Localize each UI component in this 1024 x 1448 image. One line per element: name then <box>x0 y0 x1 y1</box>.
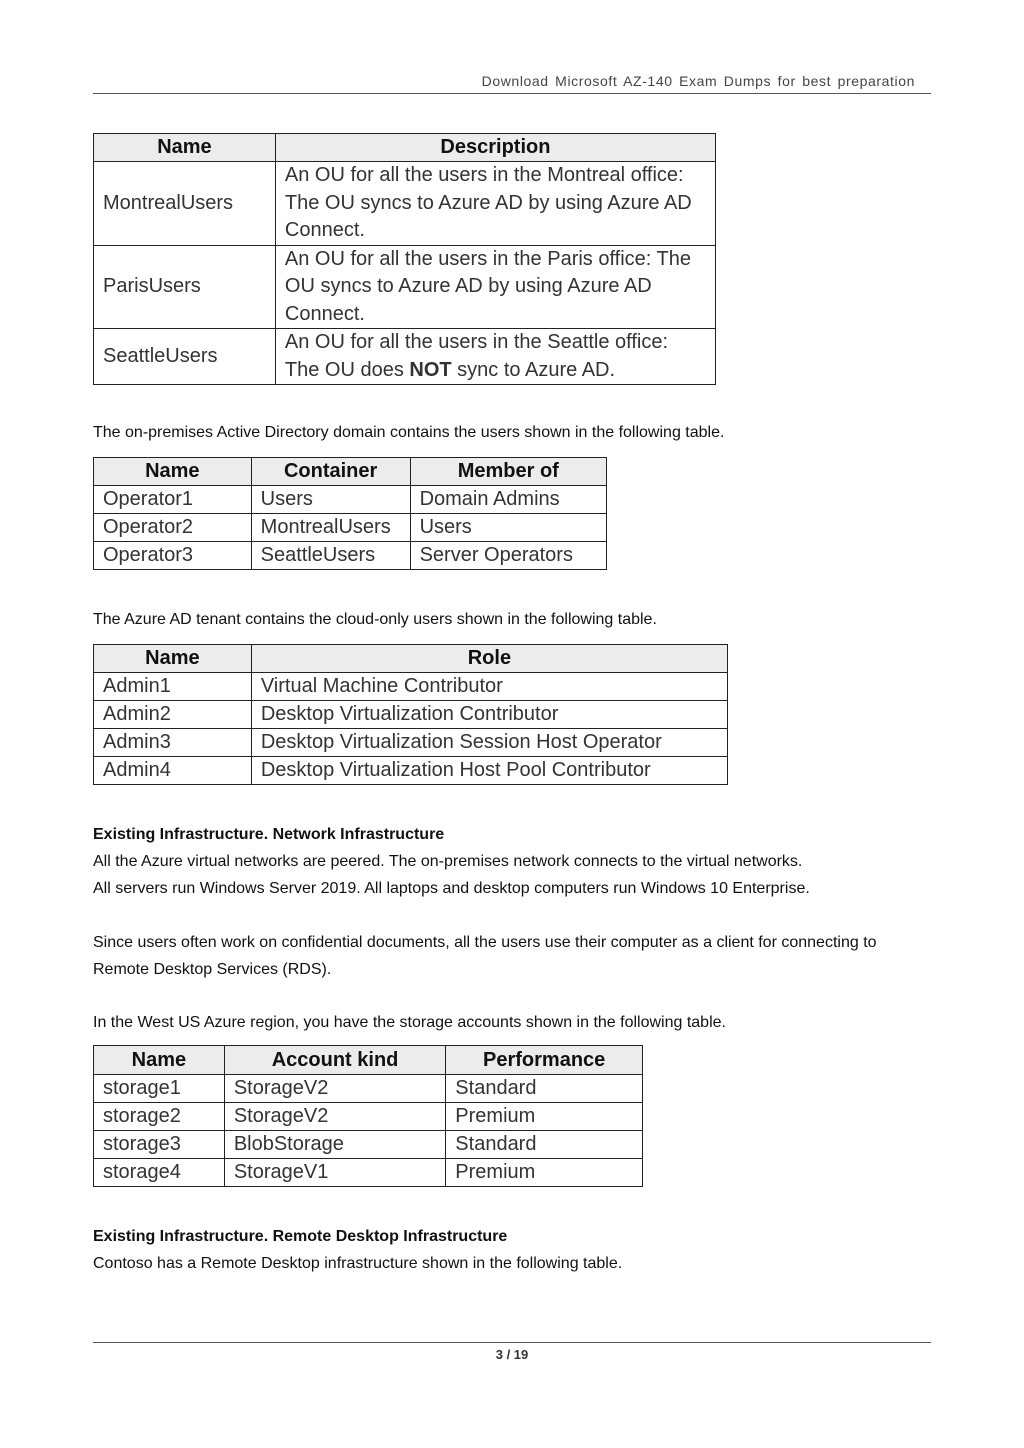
storage-intro: In the West US Azure region, you have the storage accounts shown in the following table. <box>93 1014 726 1031</box>
table-cell: Standard <box>446 1131 643 1159</box>
table-row <box>94 673 728 701</box>
table-cell: Premium <box>446 1159 643 1187</box>
column-header: Name <box>94 134 276 162</box>
rds-paragraph: Since users often work on confidential documents, all the users use their computer as a client for connecting to Remote Desktop Services (RDS). <box>93 934 877 978</box>
table-cell: StorageV1 <box>224 1159 445 1187</box>
table-cell: Admin1 <box>94 673 252 701</box>
storage-accounts-table <box>93 1045 643 1187</box>
table-cell: storage2 <box>94 1103 225 1131</box>
table-row <box>94 542 607 570</box>
column-header: Name <box>94 1046 225 1075</box>
ou-name-cell: MontrealUsers <box>94 162 276 246</box>
column-header: Container <box>251 458 410 486</box>
column-header: Role <box>251 645 727 673</box>
table-row <box>94 245 716 329</box>
table-row <box>94 329 716 385</box>
column-header: Performance <box>446 1046 643 1075</box>
network-heading: Existing Infrastructure. Network Infrastructure <box>93 826 445 843</box>
table-cell: Domain Admins <box>410 486 606 514</box>
column-header: Name <box>94 645 252 673</box>
table-cell: Admin4 <box>94 757 252 785</box>
table-cell: Users <box>251 486 410 514</box>
table-cell: Desktop Virtualization Session Host Operator <box>251 729 727 757</box>
ou-description-cell: An OU for all the users in the Montreal office: The OU syncs to Azure AD by using Azure AD Connect. <box>275 162 715 246</box>
column-header: Member of <box>410 458 606 486</box>
table-cell: Server Operators <box>410 542 606 570</box>
onprem-intro: The on-premises Active Directory domain contains the users shown in the following table. <box>93 424 725 441</box>
table-cell: storage4 <box>94 1159 225 1187</box>
onprem-users-table <box>93 457 607 570</box>
table-row <box>94 757 728 785</box>
table-cell: MontrealUsers <box>251 514 410 542</box>
table-row <box>94 1131 643 1159</box>
rd-heading: Existing Infrastructure. Remote Desktop Infrastructure <box>93 1228 508 1245</box>
table-row <box>94 162 716 246</box>
ou-name-cell: ParisUsers <box>94 245 276 329</box>
ou-description-cell: An OU for all the users in the Seattle office: The OU does NOT sync to Azure AD. <box>275 329 715 385</box>
table-cell: Admin2 <box>94 701 252 729</box>
page-number: 3 / 19 <box>495 1347 529 1362</box>
table-header-row <box>94 1046 643 1075</box>
column-header: Description <box>275 134 715 162</box>
table-cell: Virtual Machine Contributor <box>251 673 727 701</box>
table-cell: Desktop Virtualization Host Pool Contributor <box>251 757 727 785</box>
table-cell: StorageV2 <box>224 1103 445 1131</box>
ou-table <box>93 133 716 385</box>
table-cell: Admin3 <box>94 729 252 757</box>
table-cell: Operator1 <box>94 486 252 514</box>
cloud-intro: The Azure AD tenant contains the cloud-only users shown in the following table. <box>93 611 657 628</box>
column-header: Account kind <box>224 1046 445 1075</box>
table-header-row <box>94 645 728 673</box>
table-row <box>94 486 607 514</box>
network-line-1: All the Azure virtual networks are peered. The on-premises network connects to the virtual networks. <box>93 853 803 870</box>
table-cell: storage3 <box>94 1131 225 1159</box>
footer-rule <box>93 1342 931 1343</box>
table-row <box>94 1103 643 1131</box>
table-cell: BlobStorage <box>224 1131 445 1159</box>
table-cell: Operator2 <box>94 514 252 542</box>
column-header: Name <box>94 458 252 486</box>
table-cell: Premium <box>446 1103 643 1131</box>
table-row <box>94 1159 643 1187</box>
table-cell: StorageV2 <box>224 1075 445 1103</box>
table-row <box>94 1075 643 1103</box>
ou-name-cell: SeattleUsers <box>94 329 276 385</box>
page-header: Download Microsoft AZ-140 Exam Dumps for best preparation <box>481 73 915 89</box>
table-row <box>94 514 607 542</box>
table-cell: Desktop Virtualization Contributor <box>251 701 727 729</box>
table-row <box>94 701 728 729</box>
table-cell: SeattleUsers <box>251 542 410 570</box>
header-rule <box>93 93 931 94</box>
network-line-2: All servers run Windows Server 2019. All laptops and desktop computers run Windows 10 Enterprise. <box>93 880 810 897</box>
rd-line-1: Contoso has a Remote Desktop infrastructure shown in the following table. <box>93 1255 623 1272</box>
table-header-row <box>94 458 607 486</box>
table-cell: Standard <box>446 1075 643 1103</box>
table-cell: storage1 <box>94 1075 225 1103</box>
cloud-users-table <box>93 644 728 785</box>
ou-description-cell: An OU for all the users in the Paris office: The OU syncs to Azure AD by using Azure AD Connect. <box>275 245 715 329</box>
table-cell: Users <box>410 514 606 542</box>
table-cell: Operator3 <box>94 542 252 570</box>
table-row <box>94 729 728 757</box>
table-header-row <box>94 134 716 162</box>
